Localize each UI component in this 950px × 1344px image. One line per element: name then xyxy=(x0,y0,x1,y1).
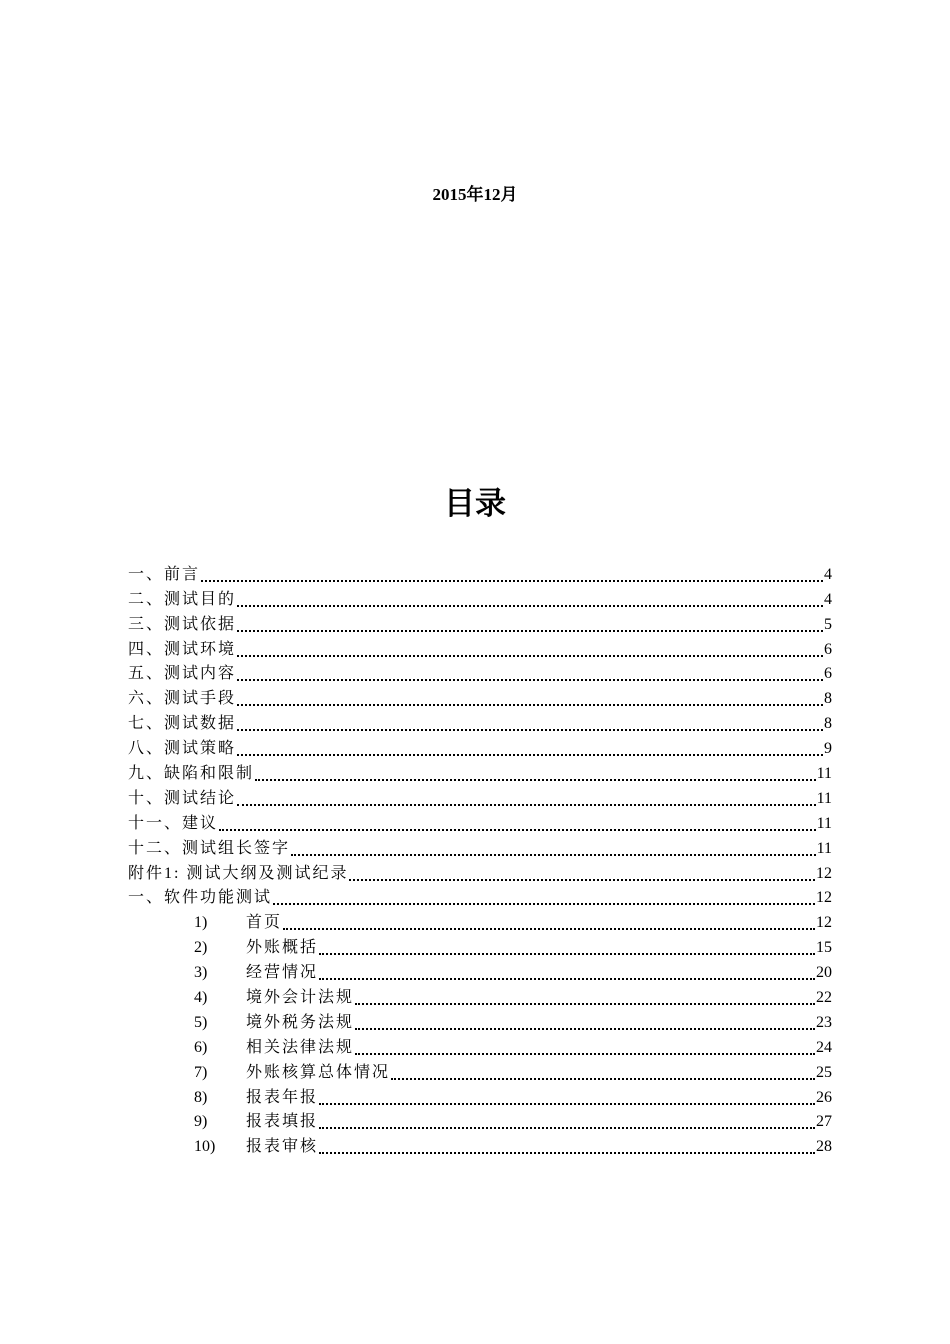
toc-entry-text: 境外会计法规 xyxy=(246,989,355,1007)
toc-entry-page: 4 xyxy=(824,565,832,583)
toc-entry[interactable] xyxy=(128,636,832,661)
toc-entry-text: 首页 xyxy=(246,914,283,932)
toc-entry-label: 十一、建议 xyxy=(128,814,219,832)
toc-entry-page: 11 xyxy=(816,789,832,807)
toc-entry-page: 12 xyxy=(816,864,832,882)
toc-entry-text: 境外税务法规 xyxy=(246,1013,355,1031)
toc-entry[interactable] xyxy=(128,735,832,760)
toc-entry-label: 二、测试目的 xyxy=(128,590,237,608)
toc-entry-label xyxy=(128,987,354,1009)
toc-entry-page: 20 xyxy=(816,964,832,982)
toc-subentry[interactable] xyxy=(128,1084,832,1109)
toc-entry-page: 11 xyxy=(816,765,832,783)
toc-entry[interactable] xyxy=(128,611,832,636)
toc-subentry[interactable] xyxy=(128,1109,832,1134)
toc-leader-dots xyxy=(237,637,823,657)
toc-entry-label: 九、缺陷和限制 xyxy=(128,765,255,783)
toc-entry[interactable] xyxy=(128,785,832,810)
toc-entry[interactable] xyxy=(128,586,832,611)
toc-entry[interactable] xyxy=(128,885,832,910)
toc-entry-label xyxy=(128,1037,354,1059)
toc-entry-label: 五、测试内容 xyxy=(128,665,237,683)
toc-entry[interactable] xyxy=(128,661,832,686)
toc-entry-label: 一、软件功能测试 xyxy=(128,889,273,907)
toc-leader-dots xyxy=(255,761,816,781)
toc-entry-page: 12 xyxy=(816,914,832,932)
toc-entry[interactable] xyxy=(128,685,832,710)
toc-subentry[interactable] xyxy=(128,959,832,984)
toc-leader-dots xyxy=(319,935,815,955)
toc-entry-label: 一、前言 xyxy=(128,565,201,583)
toc-subentry[interactable] xyxy=(128,1059,832,1084)
toc-entry-page: 6 xyxy=(824,640,832,658)
toc-subentry[interactable] xyxy=(128,1009,832,1034)
toc-entry-label: 十二、测试组长签字 xyxy=(128,839,291,857)
toc-entry-label: 七、测试数据 xyxy=(128,715,237,733)
toc-leader-dots xyxy=(319,960,815,980)
toc-entry-text: 报表年报 xyxy=(246,1088,319,1106)
toc-entry-page: 6 xyxy=(824,665,832,683)
toc-entry-page: 4 xyxy=(824,590,832,608)
toc-leader-dots xyxy=(291,836,816,856)
toc-entry[interactable] xyxy=(128,760,832,785)
toc-entry-label xyxy=(128,1136,318,1158)
toc-leader-dots xyxy=(237,786,816,806)
toc-entry-label xyxy=(128,1111,318,1133)
toc-entry-page: 28 xyxy=(816,1138,832,1156)
toc-entry-page: 23 xyxy=(816,1013,832,1031)
toc-entry-label: 八、测试策略 xyxy=(128,740,237,758)
toc-entry-label xyxy=(128,912,282,934)
toc-entry-label: 四、测试环境 xyxy=(128,640,237,658)
toc-subentry[interactable] xyxy=(128,984,832,1009)
toc-leader-dots xyxy=(355,1010,815,1030)
toc-entry[interactable] xyxy=(128,860,832,885)
toc-entry-text: 相关法律法规 xyxy=(246,1038,355,1056)
cover-date: 2015年12月 xyxy=(432,185,518,204)
toc-leader-dots xyxy=(219,811,816,831)
toc-entry-label xyxy=(128,962,318,984)
toc-entry-page: 26 xyxy=(816,1088,832,1106)
toc-leader-dots xyxy=(237,711,823,731)
toc-leader-dots xyxy=(237,686,823,706)
toc-entry-number: 6) xyxy=(194,1038,208,1056)
toc-entry-page: 9 xyxy=(824,740,832,758)
toc-entry-text: 外账概括 xyxy=(246,939,319,957)
toc-entry-page: 11 xyxy=(816,839,832,857)
toc-leader-dots xyxy=(319,1134,815,1154)
toc-entry-label xyxy=(128,937,318,959)
toc-entry[interactable] xyxy=(128,810,832,835)
toc-entry-page: 8 xyxy=(824,715,832,733)
toc-leader-dots xyxy=(283,910,815,930)
toc-entry-number: 5) xyxy=(194,1013,208,1031)
toc-entry-text: 报表填报 xyxy=(246,1113,319,1131)
toc-leader-dots xyxy=(355,1035,815,1055)
toc-entry-number: 2) xyxy=(194,939,208,957)
toc-entry[interactable] xyxy=(128,835,832,860)
toc-subentry[interactable] xyxy=(128,1034,832,1059)
toc-leader-dots xyxy=(237,612,823,632)
toc-leader-dots xyxy=(319,1085,815,1105)
toc-entry[interactable] xyxy=(128,710,832,735)
toc-entry-label xyxy=(128,1087,318,1109)
toc-entry-page: 15 xyxy=(816,939,832,957)
toc-entry-page: 24 xyxy=(816,1038,832,1056)
toc-entry-label xyxy=(128,1012,354,1034)
toc-leader-dots xyxy=(391,1060,815,1080)
toc-entry-page: 11 xyxy=(816,814,832,832)
toc-entry-number: 9) xyxy=(194,1113,208,1131)
toc-entry-text: 外账核算总体情况 xyxy=(246,1063,391,1081)
toc-entry-page: 12 xyxy=(816,889,832,907)
toc-leader-dots xyxy=(237,587,823,607)
toc-entry-number: 7) xyxy=(194,1063,208,1081)
toc-leader-dots xyxy=(237,736,823,756)
toc-entry-page: 27 xyxy=(816,1113,832,1131)
toc-entry-text: 经营情况 xyxy=(246,964,319,982)
toc-subentry[interactable] xyxy=(128,934,832,959)
toc-entry-number: 3) xyxy=(194,964,208,982)
toc-entry-text: 报表审核 xyxy=(246,1138,319,1156)
toc-title: 目录 xyxy=(444,486,506,522)
toc-entry-label xyxy=(128,1062,390,1084)
toc-leader-dots xyxy=(319,1109,815,1129)
toc-entry-label: 三、测试依据 xyxy=(128,615,237,633)
toc-entry-page: 22 xyxy=(816,989,832,1007)
toc-entry-page: 5 xyxy=(824,615,832,633)
toc-entry-label: 六、测试手段 xyxy=(128,690,237,708)
toc-leader-dots xyxy=(237,661,823,681)
toc-entry-page: 25 xyxy=(816,1063,832,1081)
toc-entry-number: 10) xyxy=(194,1138,216,1156)
toc-entry-label: 附件1: 测试大纲及测试纪录 xyxy=(128,864,349,882)
toc-leader-dots xyxy=(355,985,815,1005)
toc-subentry[interactable] xyxy=(128,909,832,934)
toc-leader-dots xyxy=(201,562,823,582)
toc-subentry[interactable] xyxy=(128,1133,832,1158)
toc-leader-dots xyxy=(273,885,815,905)
toc-entry-number: 8) xyxy=(194,1088,208,1106)
toc-entry-page: 8 xyxy=(824,690,832,708)
table-of-contents xyxy=(128,561,832,1158)
toc-leader-dots xyxy=(349,861,815,881)
toc-entry-label: 十、测试结论 xyxy=(128,789,237,807)
toc-entry-number: 1) xyxy=(194,914,208,932)
toc-entry[interactable] xyxy=(128,561,832,586)
toc-entry-number: 4) xyxy=(194,989,208,1007)
